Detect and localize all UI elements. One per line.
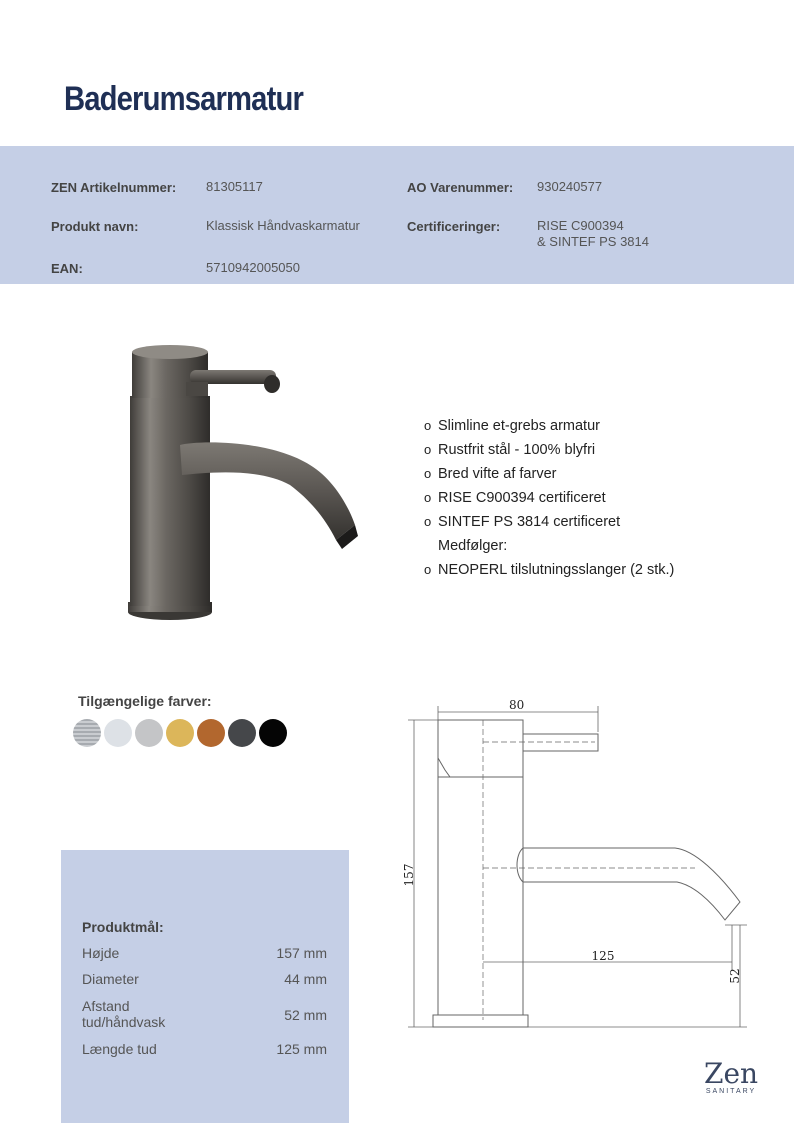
dim-spout-label: 125 <box>591 949 615 963</box>
bullet-icon: o <box>424 442 432 457</box>
swatch-brushed-steel <box>73 719 101 747</box>
dim-height-label: 157 <box>402 863 416 887</box>
swatch-gunmetal <box>228 719 256 747</box>
feature-item: o Slimline et-grebs armatur <box>424 416 674 440</box>
swatch-copper <box>197 719 225 747</box>
zen-article-value: 81305117 <box>206 179 263 194</box>
product-dimensions-box: Produktmål: Højde 157 mm Diameter 44 mm Afstand tud/håndvask 52 mm Længde tud 125 mm <box>61 850 349 1123</box>
product-name-value: Klassisk Håndvaskarmatur <box>206 218 360 233</box>
color-swatches <box>73 719 287 747</box>
ao-number-value: 930240577 <box>537 179 603 194</box>
dim-gap-label: 52 <box>728 968 742 984</box>
bullet-icon: o <box>424 514 432 529</box>
included-item: o NEOPERL tilslutningsslanger (2 stk.) <box>424 560 674 584</box>
feature-list <box>424 416 674 584</box>
feature-item: o Bred vifte af farver <box>424 464 674 488</box>
swatch-chrome <box>104 719 132 747</box>
feature-item: o Rustfrit stål - 100% blyfri <box>424 440 674 464</box>
certification-value-1: RISE C900394 <box>537 218 624 233</box>
ao-number-label: AO Varenummer: <box>407 180 514 195</box>
ean-label: EAN: <box>51 261 83 276</box>
bullet-icon: o <box>424 418 432 433</box>
included-label: Medfølger: <box>438 538 508 554</box>
bullet-icon: o <box>424 466 432 481</box>
available-colors-title: Tilgængelige farver: <box>78 693 212 709</box>
swatch-gold <box>166 719 194 747</box>
zen-sanitary-logo: Zen SANITARY <box>704 1057 759 1095</box>
feature-item: o SINTEF PS 3814 certificeret <box>424 512 674 536</box>
ean-value: 5710942005050 <box>206 260 300 275</box>
product-name-label: Produkt navn: <box>51 219 139 234</box>
faucet-product-image <box>110 340 370 630</box>
page-title: Baderumsarmatur <box>64 80 303 118</box>
bullet-icon: o <box>424 562 432 577</box>
bullet-icon: o <box>424 490 432 505</box>
dimension-row-distance: Afstand tud/håndvask 52 mm <box>82 998 327 1030</box>
certifications-label: Certificeringer: <box>407 219 501 234</box>
zen-article-label: ZEN Artikelnummer: <box>51 180 177 195</box>
swatch-black <box>259 719 287 747</box>
swatch-silver <box>135 719 163 747</box>
product-info-band <box>0 146 794 284</box>
certification-value-2: & SINTEF PS 3814 <box>537 234 649 249</box>
feature-item: o RISE C900394 certificeret <box>424 488 674 512</box>
dim-width-label: 80 <box>509 698 525 712</box>
dimensions-title: Produktmål: <box>82 919 164 935</box>
technical-drawing <box>395 690 765 1040</box>
